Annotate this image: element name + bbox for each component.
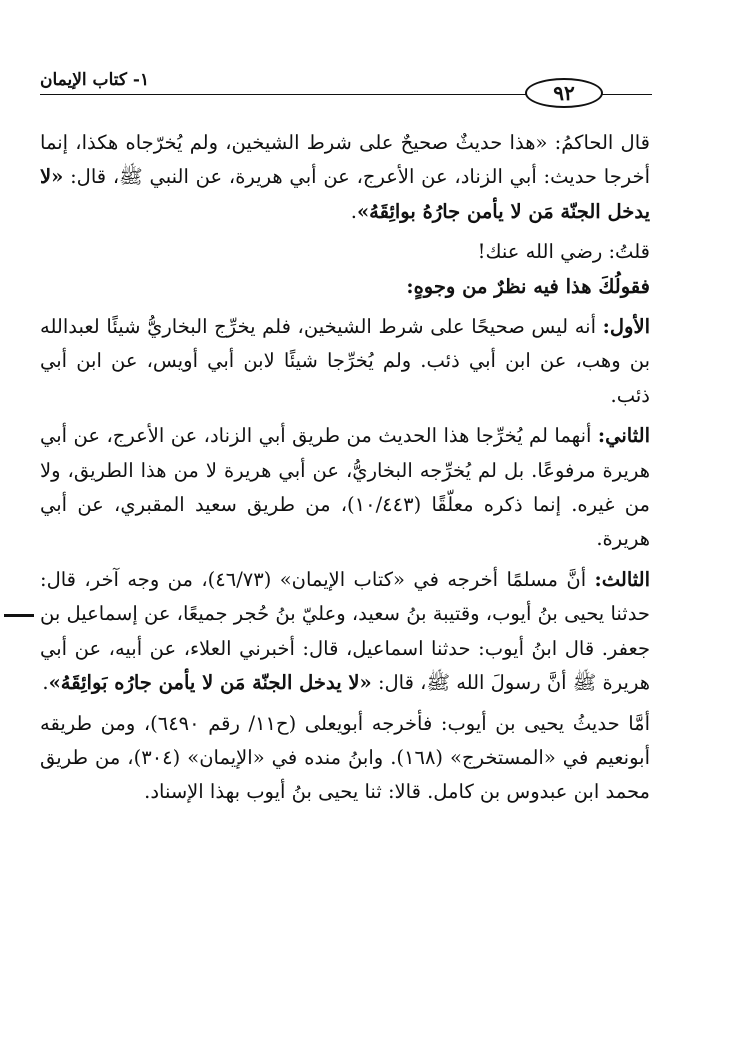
- paragraph-text: قلتُ: رضي الله عنك!: [477, 240, 650, 264]
- paragraph-second: [40, 419, 650, 557]
- paragraph-third: [40, 563, 650, 701]
- paragraph-text: أمَّا حديثُ يحيى بن أيوب: فأخرجه أبويعلى (ح١١/ رقم ٦٤٩٠)، ومن طريقه أبونعيم في «المستخرج» (١٦٨). وابنُ منده في «الإيمان» (٣٠٤)، من طريق محمد ابن عبدوس بن كامل. قالا: ثنا يحيى بنُ أيوب بهذا الإسناد.: [40, 711, 651, 804]
- running-title: ١- كتاب الإيمان: [40, 70, 150, 90]
- paragraph-qawluka: [40, 270, 650, 304]
- page-number: ٩٢: [525, 78, 603, 108]
- hadith-quote: «لا يدخل الجنّة مَن لا يأمن جارُه بَوائِقَهُ»: [48, 671, 372, 695]
- point-label: الأول:: [602, 315, 650, 339]
- page-header: [40, 62, 652, 105]
- paragraph-hakim: [40, 126, 650, 229]
- point-label: الثالث:: [594, 567, 651, 591]
- hadith-quote: «لا يدخل الجنّة مَن لا يأمن جارُهُ بوائِقَهُ»: [40, 165, 650, 223]
- paragraph-first: [40, 310, 650, 413]
- body-text: [40, 126, 650, 810]
- paragraph-tail: .: [350, 199, 357, 223]
- paragraph-text: أنه ليس صحيحًا على شرط الشيخين، فلم يخرِّج البخاريُّ شيئًا لعبدالله بن وهب، عن ابن أبي ذئب. ولم يُخرِّجا شيئًا لابن أبي أويس، عن ابن أبي ذئب.: [40, 315, 650, 407]
- paragraph-text: فقولُكَ هذا فيه نظرٌ من وجوهٍ:: [406, 274, 650, 298]
- paragraph-tail: .: [42, 671, 49, 695]
- paragraph-qultu: [40, 235, 650, 269]
- paragraph-text: أنهما لم يُخرِّجا هذا الحديث من طريق أبي الزناد، عن الأعرج، عن أبي هريرة مرفوعًا. بل لم يُخرِّجه البخاريُّ، عن أبي هريرة لا من هذا الطريق، ولا من غيره. إنما ذكره معلّقًا (١٠/٤٤٣)، من طريق سعيد المقبري، عن أبي هريرة.: [40, 424, 650, 551]
- margin-mark: [4, 614, 34, 617]
- paragraph-yahya: [40, 707, 650, 810]
- paragraph-text: أنَّ مسلمًا أخرجه في «كتاب الإيمان» (٤٦/٧٣)، من وجه آخر، قال: حدثنا يحيى بنُ أيوب، وقتيبة بنُ سعيد، وعليّ بنُ حُجر جميعًا، عن إسماعيل بن جعفر. قال ابنُ أيوب: حدثنا اسماعيل، قال: أخبرني العلاء، عن أبيه، عن أبي هريرة ﷺ أنَّ رسولَ الله ﷺ، قال:: [40, 567, 650, 695]
- point-label: الثاني:: [597, 424, 650, 448]
- paragraph-text: قال الحاكمُ: «هذا حديثٌ صحيحٌ على شرط الشيخين، ولم يُخرّجاه هكذا، إنما أخرجا حديث: أبي الزناد، عن الأعرج، عن أبي هريرة، عن النبي ﷺ، قال:: [40, 131, 650, 189]
